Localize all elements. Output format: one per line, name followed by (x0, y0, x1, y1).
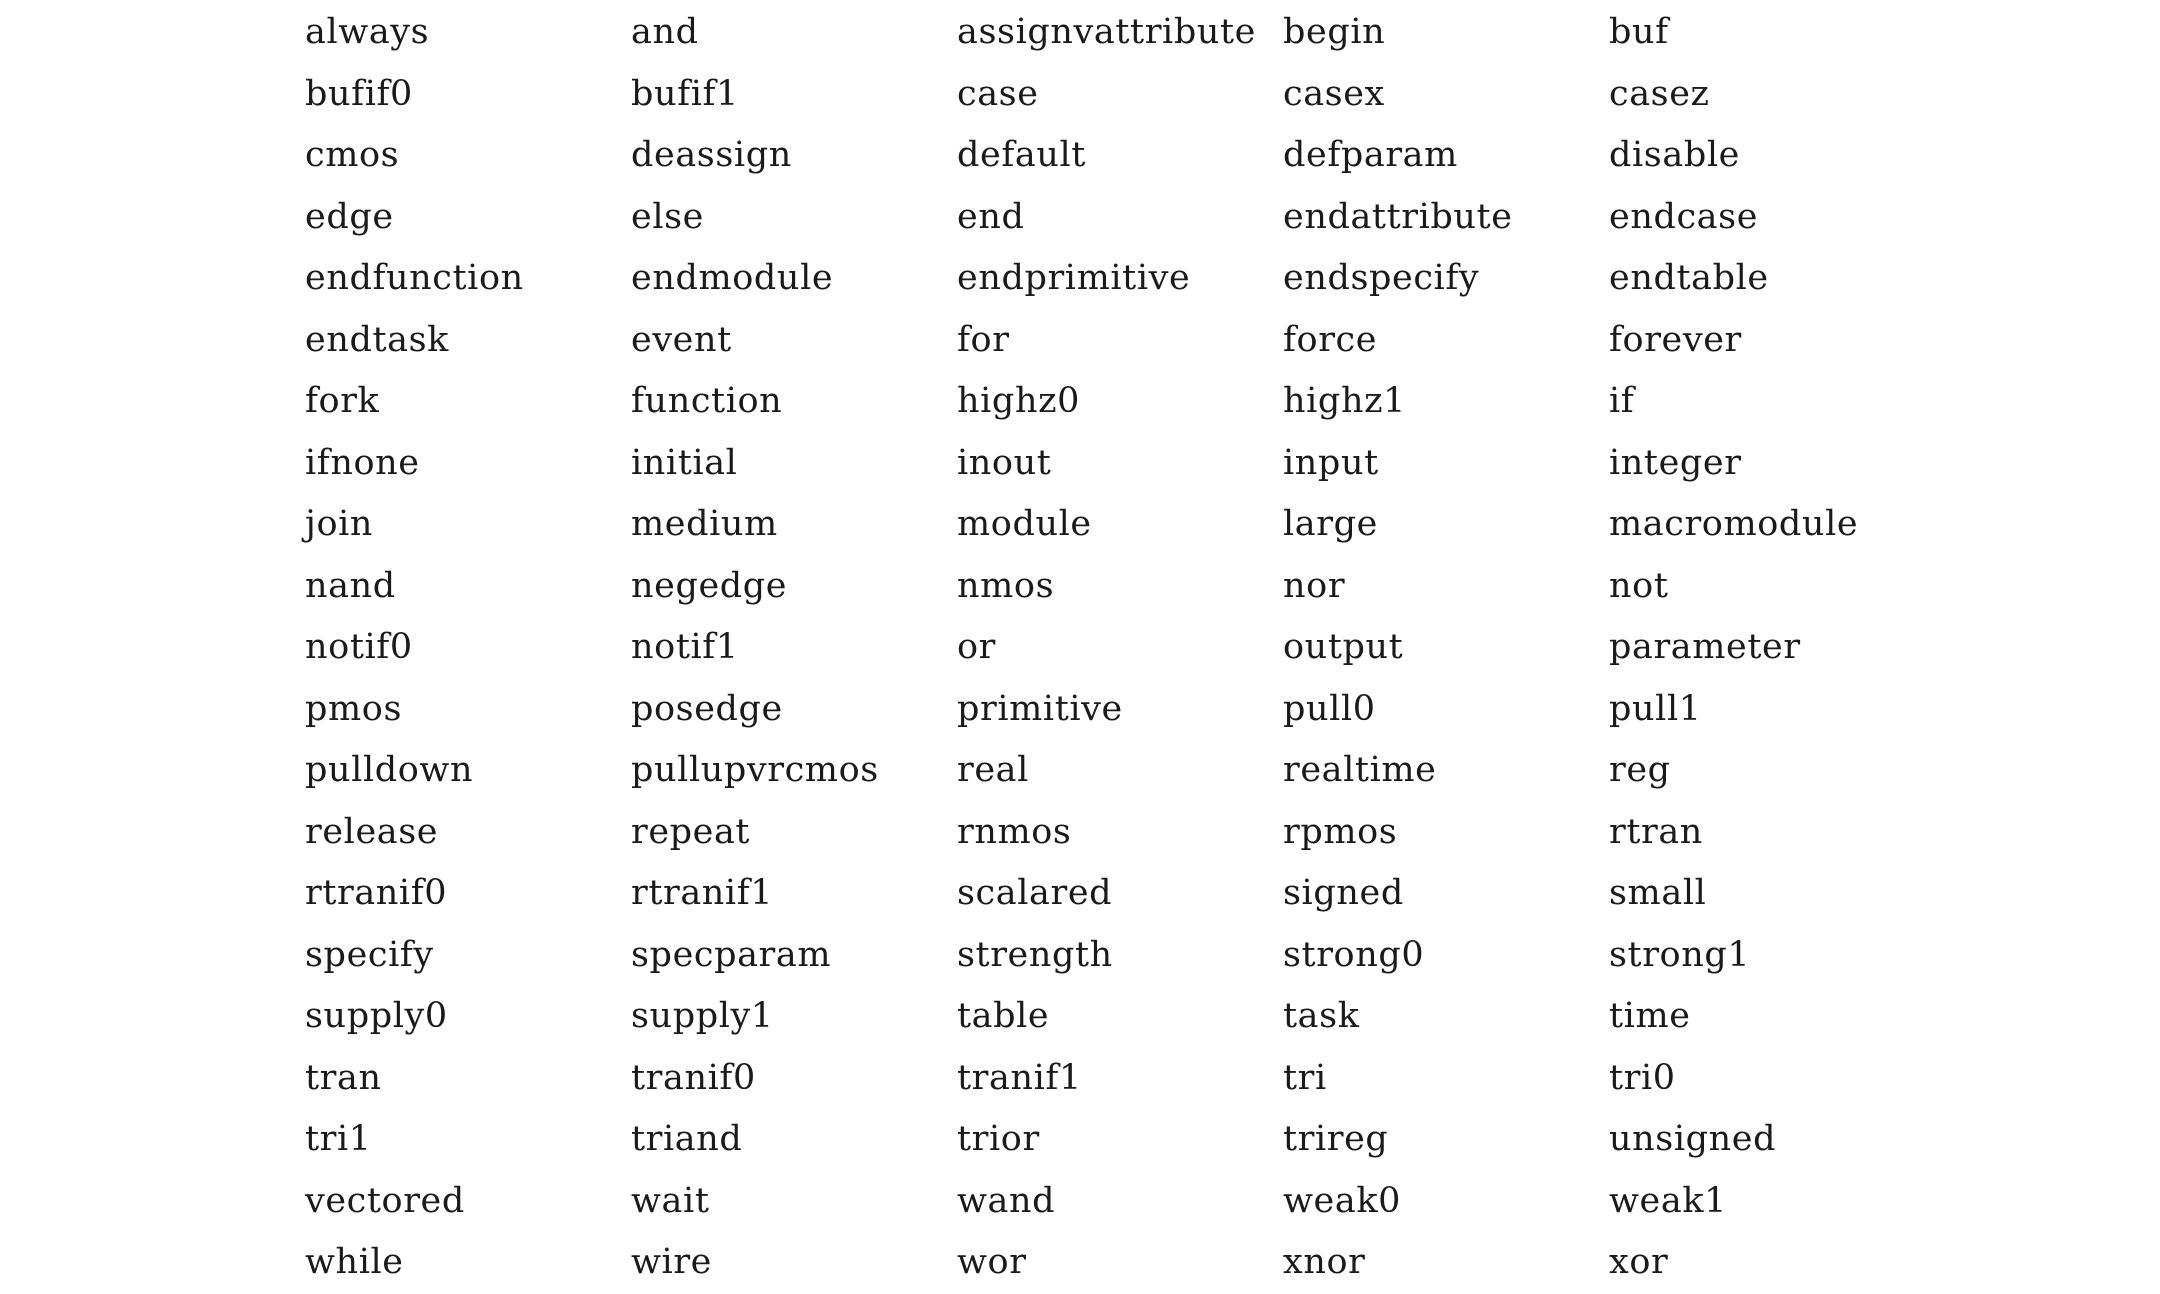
keyword-cell: function (631, 381, 783, 421)
keyword-cell: module (957, 504, 1092, 544)
keyword-cell: release (305, 811, 439, 852)
keyword-cell: endcase (1609, 196, 1759, 237)
keyword-cell: tran (305, 1057, 382, 1098)
keyword-cell: disable (1609, 135, 1740, 175)
keyword-cell: wire (631, 1242, 712, 1282)
keyword-cell: initial (631, 442, 738, 483)
keyword-table (305, 2, 1935, 1294)
keyword-cell: if (1609, 381, 1635, 421)
keyword-cell: input (1283, 442, 1379, 483)
keyword-cell: pullupvrcmos (631, 750, 879, 790)
keyword-cell: scalared (957, 873, 1113, 913)
keyword-cell: endattribute (1283, 196, 1513, 237)
keyword-cell: tranif0 (631, 1057, 756, 1098)
keyword-cell: inout (957, 442, 1052, 483)
keyword-cell: nor (1283, 565, 1346, 606)
keyword-cell: bufif1 (631, 73, 739, 114)
keyword-cell: integer (1609, 442, 1742, 483)
keyword-cell: defparam (1283, 135, 1458, 175)
keyword-cell: endmodule (631, 258, 834, 298)
keyword-cell: or (957, 627, 997, 667)
keyword-cell: vectored (305, 1180, 465, 1221)
keyword-cell: end (957, 196, 1025, 237)
keyword-cell: xnor (1283, 1242, 1366, 1282)
keyword-cell: repeat (631, 811, 751, 852)
keyword-cell: task (1283, 996, 1360, 1036)
keyword-cell: strong0 (1283, 934, 1425, 975)
keyword-cell: wait (631, 1180, 710, 1221)
keyword-cell: endtask (305, 319, 449, 360)
keyword-cell: trireg (1283, 1119, 1389, 1159)
keyword-cell: endspecify (1283, 258, 1480, 298)
keyword-cell: endtable (1609, 258, 1769, 298)
keyword-cell: nand (305, 565, 396, 606)
keyword-cell: default (957, 135, 1086, 175)
keyword-cell: pulldown (305, 750, 474, 790)
keyword-cell: unsigned (1609, 1119, 1777, 1159)
keyword-cell: supply0 (305, 996, 448, 1036)
keyword-cell: pull1 (1609, 688, 1702, 729)
keyword-cell: time (1609, 996, 1691, 1036)
keyword-cell: reg (1609, 750, 1671, 790)
keyword-cell: rnmos (957, 811, 1072, 852)
keyword-cell: pmos (305, 688, 403, 729)
keyword-cell: supply1 (631, 996, 774, 1036)
keyword-cell: endfunction (305, 258, 524, 298)
keyword-cell: deassign (631, 135, 792, 175)
keyword-cell: notif0 (305, 627, 413, 667)
keyword-cell: casez (1609, 73, 1710, 114)
keyword-cell: large (1283, 504, 1378, 544)
keyword-cell: and (631, 12, 699, 52)
keyword-cell: weak0 (1283, 1180, 1402, 1221)
keyword-cell: parameter (1609, 627, 1801, 667)
keyword-cell: begin (1283, 12, 1386, 52)
keyword-cell: primitive (957, 688, 1123, 729)
keyword-cell: weak1 (1609, 1180, 1728, 1221)
keyword-cell: specify (305, 934, 434, 975)
keyword-cell: rpmos (1283, 811, 1398, 852)
keyword-cell: else (631, 196, 704, 237)
keyword-cell: cmos (305, 135, 400, 175)
keyword-cell: tri0 (1609, 1057, 1676, 1098)
keyword-cell: endprimitive (957, 258, 1191, 298)
keyword-cell: posedge (631, 688, 783, 729)
keyword-cell: force (1283, 319, 1378, 360)
keyword-cell: while (305, 1242, 404, 1282)
keyword-cell: bufif0 (305, 73, 413, 114)
keyword-cell: small (1609, 873, 1707, 913)
keyword-cell: specparam (631, 934, 832, 975)
keyword-cell: ifnone (305, 442, 420, 483)
keyword-cell: real (957, 750, 1029, 790)
keyword-cell: highz1 (1283, 381, 1406, 421)
keyword-cell: strong1 (1609, 934, 1751, 975)
keyword-cell: strength (957, 934, 1113, 975)
keyword-cell: table (957, 996, 1050, 1036)
keyword-cell: output (1283, 627, 1404, 667)
keyword-cell: signed (1283, 873, 1404, 913)
keyword-cell: highz0 (957, 381, 1080, 421)
keyword-cell: tranif1 (957, 1057, 1082, 1098)
keyword-cell: notif1 (631, 627, 739, 667)
keyword-cell: macromodule (1609, 504, 1859, 544)
keyword-cell: wor (957, 1242, 1027, 1282)
keyword-cell: medium (631, 504, 778, 544)
keyword-cell: casex (1283, 73, 1385, 114)
keyword-cell: rtran (1609, 811, 1703, 852)
keyword-cell: rtranif0 (305, 873, 448, 913)
keyword-cell: event (631, 319, 732, 360)
keyword-cell: realtime (1283, 750, 1437, 790)
keyword-cell: nmos (957, 565, 1055, 606)
keyword-cell: wand (957, 1180, 1056, 1221)
keyword-cell: rtranif1 (631, 873, 774, 913)
keyword-cell: negedge (631, 565, 788, 606)
keyword-cell: not (1609, 565, 1669, 606)
keyword-cell: trior (957, 1119, 1040, 1159)
keyword-cell: edge (305, 196, 394, 237)
keyword-cell: xor (1609, 1242, 1669, 1282)
keyword-cell: case (957, 73, 1039, 114)
keyword-cell: tri1 (305, 1119, 372, 1159)
keyword-cell: tri (1283, 1057, 1327, 1098)
keyword-cell: join (305, 504, 374, 544)
keyword-cell: assignvattribute (957, 12, 1256, 52)
keyword-cell: triand (631, 1119, 743, 1159)
keyword-cell: buf (1609, 12, 1669, 52)
keyword-cell: forever (1609, 319, 1742, 360)
keyword-cell: for (957, 319, 1010, 360)
keyword-cell: always (305, 12, 430, 52)
keyword-cell: fork (305, 381, 380, 421)
keyword-cell: pull0 (1283, 688, 1376, 729)
